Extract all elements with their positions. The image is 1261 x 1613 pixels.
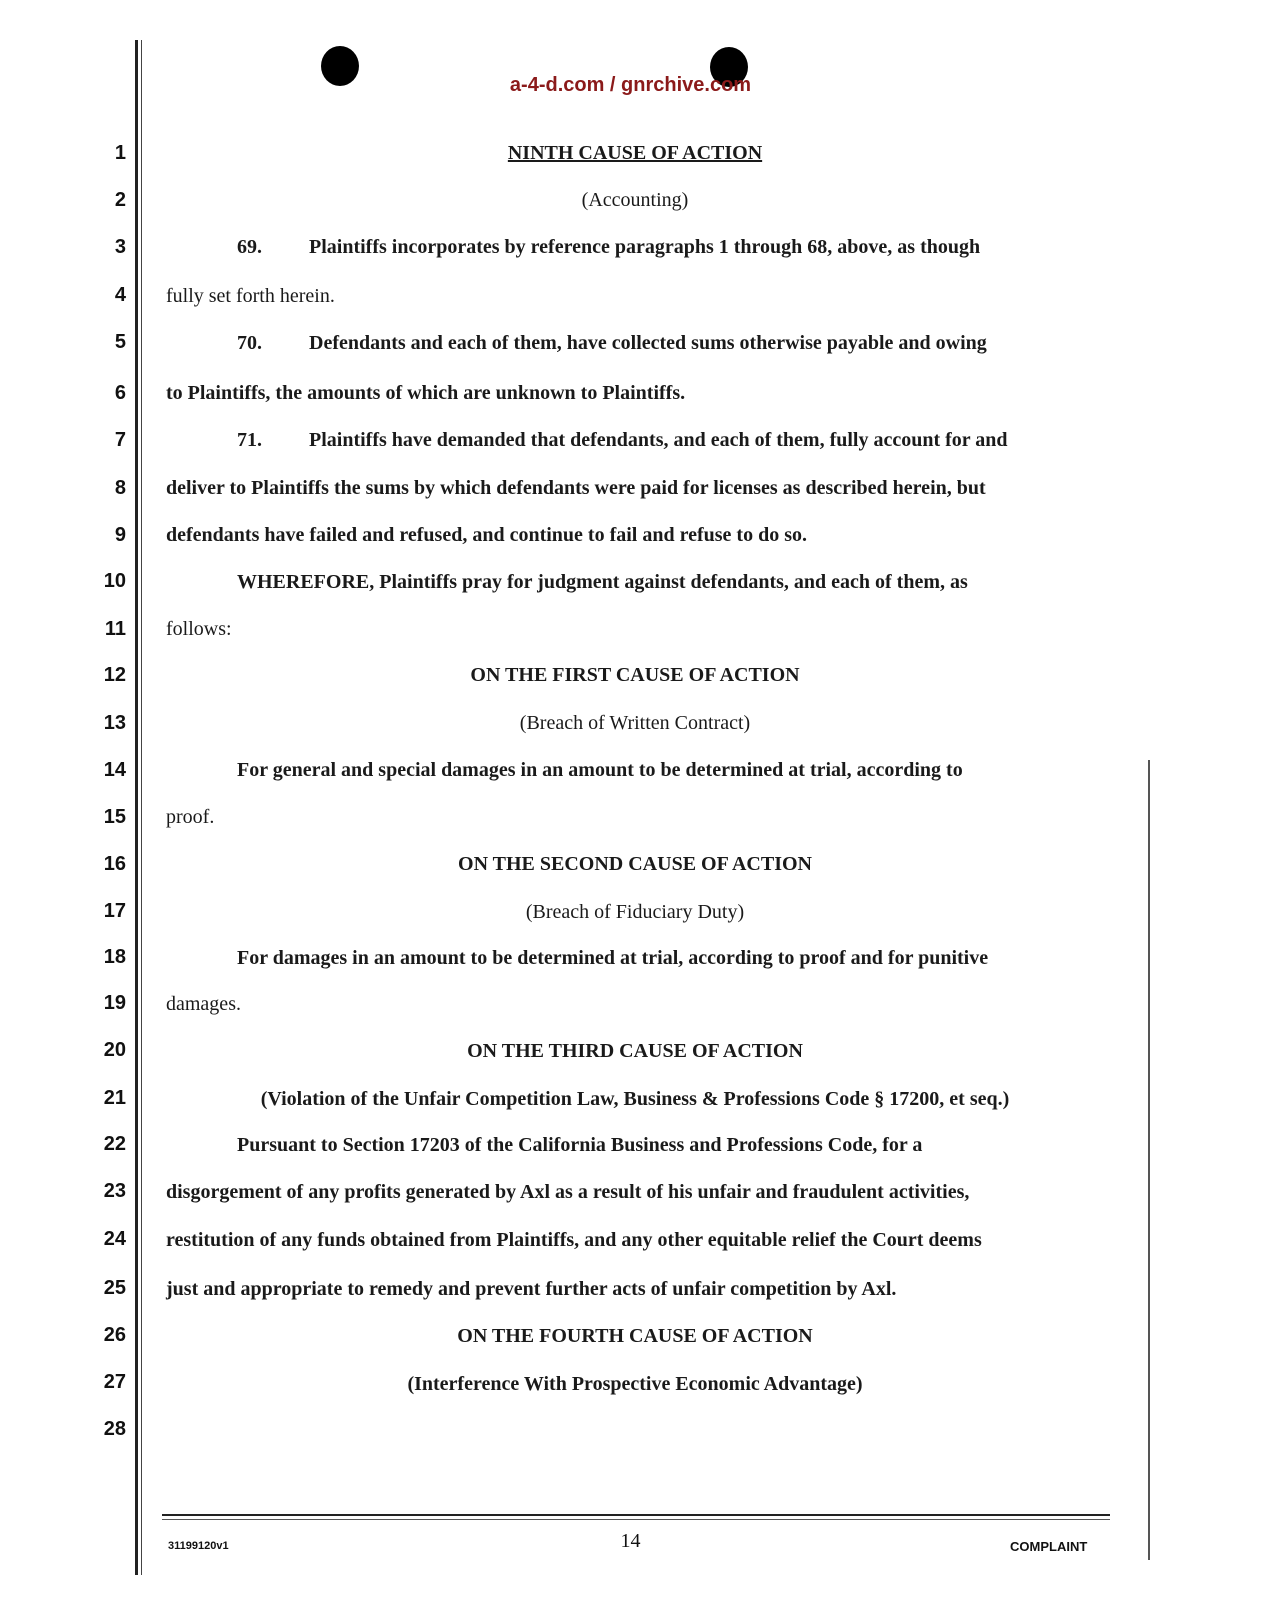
paragraph-line: defendants have failed and refused, and continue to fail and refuse to do so.	[166, 524, 807, 546]
paragraph-line	[237, 428, 1008, 452]
paragraph-line: damages.	[166, 993, 241, 1015]
line-number: 18	[103, 946, 126, 968]
paragraph-line: For damages in an amount to be determined at trial, according to proof and for punitive	[237, 947, 989, 969]
paragraph-line: WHEREFORE, Plaintiffs pray for judgment against defendants, and each of them, as	[237, 571, 968, 593]
line-number: 3	[114, 236, 126, 258]
watermark: a-4-d.com / gnrchive.com	[509, 74, 752, 96]
section-heading: NINTH CAUSE OF ACTION	[507, 142, 763, 164]
line-number: 13	[103, 712, 126, 734]
line-number: 23	[103, 1180, 126, 1202]
paragraph-line: deliver to Plaintiffs the sums by which defendants were paid for licenses as described herein, but	[166, 477, 986, 499]
section-heading: ON THE THIRD CAUSE OF ACTION	[467, 1040, 803, 1062]
line-number: 7	[114, 429, 126, 451]
section-subheading: (Breach of Written Contract)	[519, 712, 751, 734]
footer-rule	[162, 1514, 1110, 1516]
section-heading: ON THE SECOND CAUSE OF ACTION	[458, 853, 812, 875]
section-subheading: (Interference With Prospective Economic Advantage)	[407, 1373, 863, 1395]
line-number: 10	[103, 570, 126, 592]
paragraph-line: disgorgement of any profits generated by Axl as a result of his unfair and fraudulent activities,	[166, 1181, 970, 1203]
section-subheading: (Breach of Fiduciary Duty)	[525, 901, 745, 923]
document-id: 31199120v1	[168, 1540, 229, 1552]
section-subheading: (Violation of the Unfair Competition Law, Business & Professions Code § 17200, et seq.)	[260, 1088, 1010, 1110]
paragraph-line: Pursuant to Section 17203 of the California Business and Professions Code, for a	[237, 1134, 923, 1156]
paragraph-number: 70.	[237, 332, 262, 354]
paragraph-line: fully set forth herein.	[166, 285, 335, 307]
section-heading: ON THE FIRST CAUSE OF ACTION	[470, 664, 800, 686]
line-number: 26	[103, 1324, 126, 1346]
line-number: 4	[114, 284, 126, 306]
line-number: 6	[114, 382, 126, 404]
paragraph-line: For general and special damages in an amount to be determined at trial, according to	[237, 759, 963, 781]
line-number: 8	[114, 477, 126, 499]
line-number: 21	[103, 1087, 126, 1109]
paragraph-text: Plaintiffs incorporates by reference paragraphs 1 through 68, above, as though	[309, 236, 981, 258]
line-number: 5	[114, 331, 126, 353]
line-number: 25	[103, 1277, 126, 1299]
right-margin-rule	[1148, 760, 1150, 1560]
line-number: 19	[103, 992, 126, 1014]
line-number: 11	[104, 618, 126, 640]
paragraph-text: Defendants and each of them, have collected sums otherwise payable and owing	[309, 332, 987, 354]
line-number: 16	[103, 853, 126, 875]
line-number: 28	[103, 1418, 126, 1440]
paragraph-number: 71.	[237, 429, 262, 451]
line-number: 1	[114, 142, 126, 164]
line-number: 14	[103, 759, 126, 781]
line-number: 22	[103, 1133, 126, 1155]
paragraph-line	[237, 331, 987, 355]
line-number: 12	[103, 664, 126, 686]
line-number: 27	[103, 1371, 126, 1393]
document-title: COMPLAINT	[1010, 1539, 1088, 1554]
paragraph-line: just and appropriate to remedy and prevent further acts of unfair competition by Axl.	[166, 1278, 897, 1300]
paragraph-number: 69.	[237, 236, 262, 258]
line-number: 17	[103, 900, 126, 922]
footer-rule-inner	[162, 1519, 1110, 1520]
line-number: 9	[114, 524, 126, 546]
left-margin-rule-inner	[141, 40, 142, 1575]
paragraph-line: to Plaintiffs, the amounts of which are unknown to Plaintiffs.	[166, 382, 686, 404]
section-subheading: (Accounting)	[581, 189, 689, 211]
paragraph-text: Plaintiffs have demanded that defendants, and each of them, fully account for and	[309, 429, 1008, 451]
line-number: 15	[103, 806, 126, 828]
section-heading: ON THE FOURTH CAUSE OF ACTION	[457, 1325, 813, 1347]
line-number: 24	[103, 1228, 126, 1250]
line-number: 2	[114, 189, 126, 211]
page-number: 14	[620, 1530, 641, 1552]
paragraph-line: proof.	[166, 806, 215, 828]
paragraph-line	[237, 235, 980, 259]
line-number: 20	[103, 1039, 126, 1061]
paragraph-line: follows:	[166, 618, 232, 640]
left-margin-rule	[135, 40, 138, 1575]
paragraph-line: restitution of any funds obtained from Plaintiffs, and any other equitable relief the Court deems	[166, 1229, 982, 1251]
